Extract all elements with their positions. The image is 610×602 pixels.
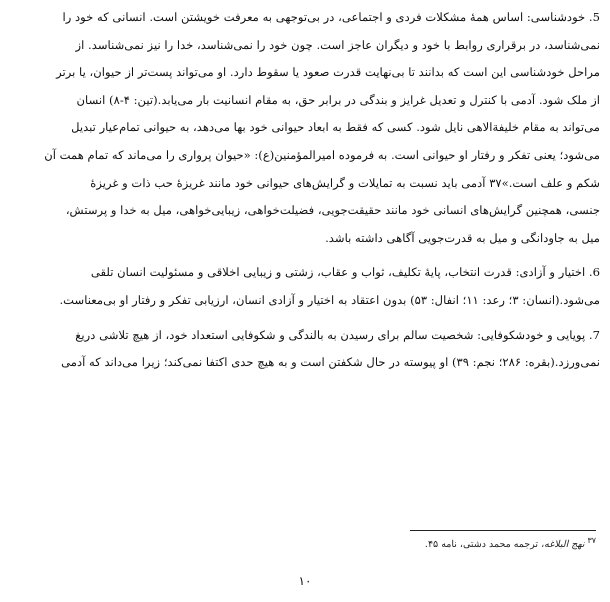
footnote xyxy=(425,536,596,550)
footnote-source: نهج البلاغه xyxy=(544,539,585,551)
text-line: 6. اختیار و آزادی: قدرت انتخاب، پایهٔ تکلیف، ثواب و عقاب، زشتی و زیبایی اخلاقی و مسئولیت انسان تلقی xyxy=(90,265,600,280)
text-line: جنسی، همچنین گرایش‌های انسانی خود مانند حقیقت‌جویی، فضیلت‌خواهی، زیبایی‌خواهی، میل به خدا و پرستش، xyxy=(65,203,600,218)
body-text xyxy=(14,4,600,377)
text-line: می‌تواند به مقام خلیفةالاهی نایل شود. کسی که فقط به ابعاد حیوانی خود بها می‌دهد، به حیوانی تمام‌عیار تبدیل xyxy=(71,120,600,135)
footnote-divider xyxy=(410,530,596,531)
text-line: از ملک شود. آدمی با کنترل و تعدیل غرایز و بندگی در برابر حق، به مقام انسانیت بار می‌یابد.(تین: ۴-۸) انسان xyxy=(76,92,600,107)
text-line: 7. پویایی و خودشکوفایی: شخصیت سالم برای رسیدن به بالندگی و شکوفایی استعداد خود، از هیچ تلاشی دریغ xyxy=(75,327,600,342)
footnote-text: ، ترجمه محمد دشتی، نامه ۴۵. xyxy=(424,539,545,551)
paragraph-5 xyxy=(14,4,600,252)
text-line: شکم و علف است.»۳۷ آدمی باید نسبت به تمایلات و گرایش‌های حیوانی خود مانند غریزهٔ حب ذات و غریزهٔ xyxy=(90,175,600,190)
text-line: نمی‌شناسد، در برقراری روابط با خود و دیگران عاجز است. چون خود را نمی‌شناسد، خدا را نیز نمی‌شناسد. از xyxy=(75,37,600,52)
text-line: 5. خودشناسی: اساس همهٔ مشکلات فردی و اجتماعی، در بی‌توجهی به معرفت خویشتن است. انسانی که خود را xyxy=(62,10,600,24)
text-line: می‌شود.(انسان: ۳؛ رعد: ۱۱؛ انفال: ۵۳) بدون اعتقاد به اختیار و آزادی انسان، ارزیابی تفکر و رفتار او بی‌معناست. xyxy=(59,292,600,307)
text-line: مراحل خودشناسی این است که بدانند تا بی‌نهایت قدرت صعود یا سقوط دارد. او می‌تواند پست‌تر از حیوان، یا برتر xyxy=(56,65,600,80)
text-line: می‌شود؛ یعنی تفکر و رفتار او حیوانی است. به فرموده امیرالمؤمنین(ع): «حیوان پرواری را می‌ماند که تمام همت آن xyxy=(44,147,600,162)
page-number: ۱۰ xyxy=(298,574,312,588)
text-line: میل به جاودانگی و میل به قدرت‌جویی آگاهی داشته باشد. xyxy=(325,230,600,245)
text-line: نمی‌ورزد.(بقره: ۲۸۶؛ نجم: ۳۹) او پیوسته در حال شکفتن است و به هیچ حدی اکتفا نمی‌کند؛ زیرا می‌داند که آدمی xyxy=(61,355,600,370)
footnote-marker: ۳۷ xyxy=(587,536,596,545)
paragraph-6 xyxy=(14,259,600,314)
paragraph-7 xyxy=(14,322,600,377)
